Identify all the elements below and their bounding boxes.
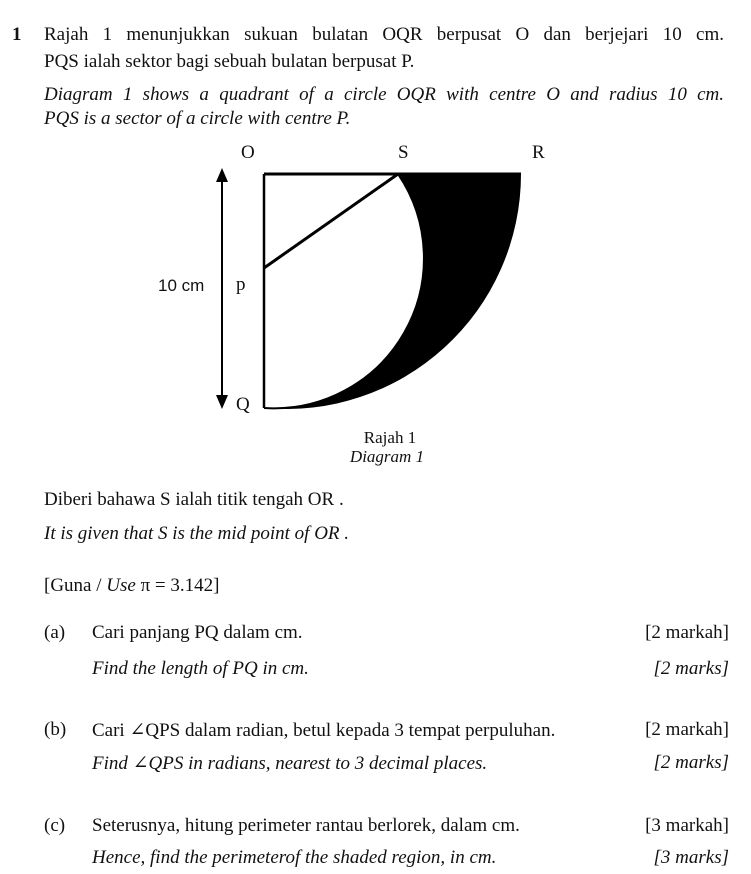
part-a-marks-en: [2 marks]: [653, 658, 729, 679]
label-r: R: [532, 142, 545, 163]
label-p: p: [236, 274, 246, 295]
part-a-en: Find the length of PQ in cm.: [92, 658, 309, 679]
arrow-down-icon: [216, 395, 228, 409]
part-b-ms: Cari ∠QPS dalam radian, betul kepada 3 tempat perpuluhan.: [92, 720, 556, 741]
intro-en-line-2: PQS is a sector of a circle with centre P.: [44, 108, 351, 129]
use-italic: Use: [106, 575, 136, 596]
part-b-label: (b): [44, 719, 67, 740]
caption-en: Diagram 1: [349, 447, 425, 466]
given-ms: Diberi bahawa S ialah titik tengah OR .: [44, 489, 344, 510]
given-en: It is given that S is the mid point of OR .: [44, 523, 350, 544]
shaded-region: [264, 174, 521, 409]
part-b-marks-ms: [2 markah]: [645, 719, 729, 740]
label-s: S: [398, 142, 409, 163]
part-a-ms: Cari panjang PQ dalam cm.: [92, 622, 303, 643]
part-c-marks-en: [3 marks]: [653, 847, 729, 868]
label-o: O: [241, 142, 255, 163]
question-number: 1: [12, 24, 22, 45]
part-c-label: (c): [44, 815, 66, 836]
use-value: π = 3.142]: [135, 575, 220, 596]
length-label: 10 cm: [158, 276, 205, 295]
use-pi-note: [44, 575, 219, 597]
part-c-marks-ms: [3 markah]: [645, 815, 729, 836]
part-a-marks-ms: [2 markah]: [645, 622, 729, 643]
radius-ps: [264, 174, 398, 268]
part-b-en: Find ∠QPS in radians, nearest to 3 decimal places.: [92, 753, 488, 774]
use-prefix: [Guna /: [44, 575, 107, 596]
caption-ms: Rajah 1: [363, 428, 417, 447]
part-c-en: Hence, find the perimeterof the shaded region, in cm.: [92, 847, 497, 868]
part-c-ms: Seterusnya, hitung perimeter rantau berlorek, dalam cm.: [92, 815, 520, 836]
intro-ms-line-1: Rajah 1 menunjukkan sukuan bulatan OQR berpusat O dan berjejari 10 cm.: [44, 24, 724, 45]
intro-ms-line-2: PQS ialah sektor bagi sebuah bulatan berpusat P.: [44, 51, 415, 72]
label-q: Q: [236, 394, 250, 415]
arrow-up-icon: [216, 168, 228, 182]
part-b-marks-en: [2 marks]: [653, 752, 729, 773]
intro-en-line-1: Diagram 1 shows a quadrant of a circle OQR with centre O and radius 10 cm.: [44, 84, 724, 105]
part-a-label: (a): [44, 622, 66, 643]
